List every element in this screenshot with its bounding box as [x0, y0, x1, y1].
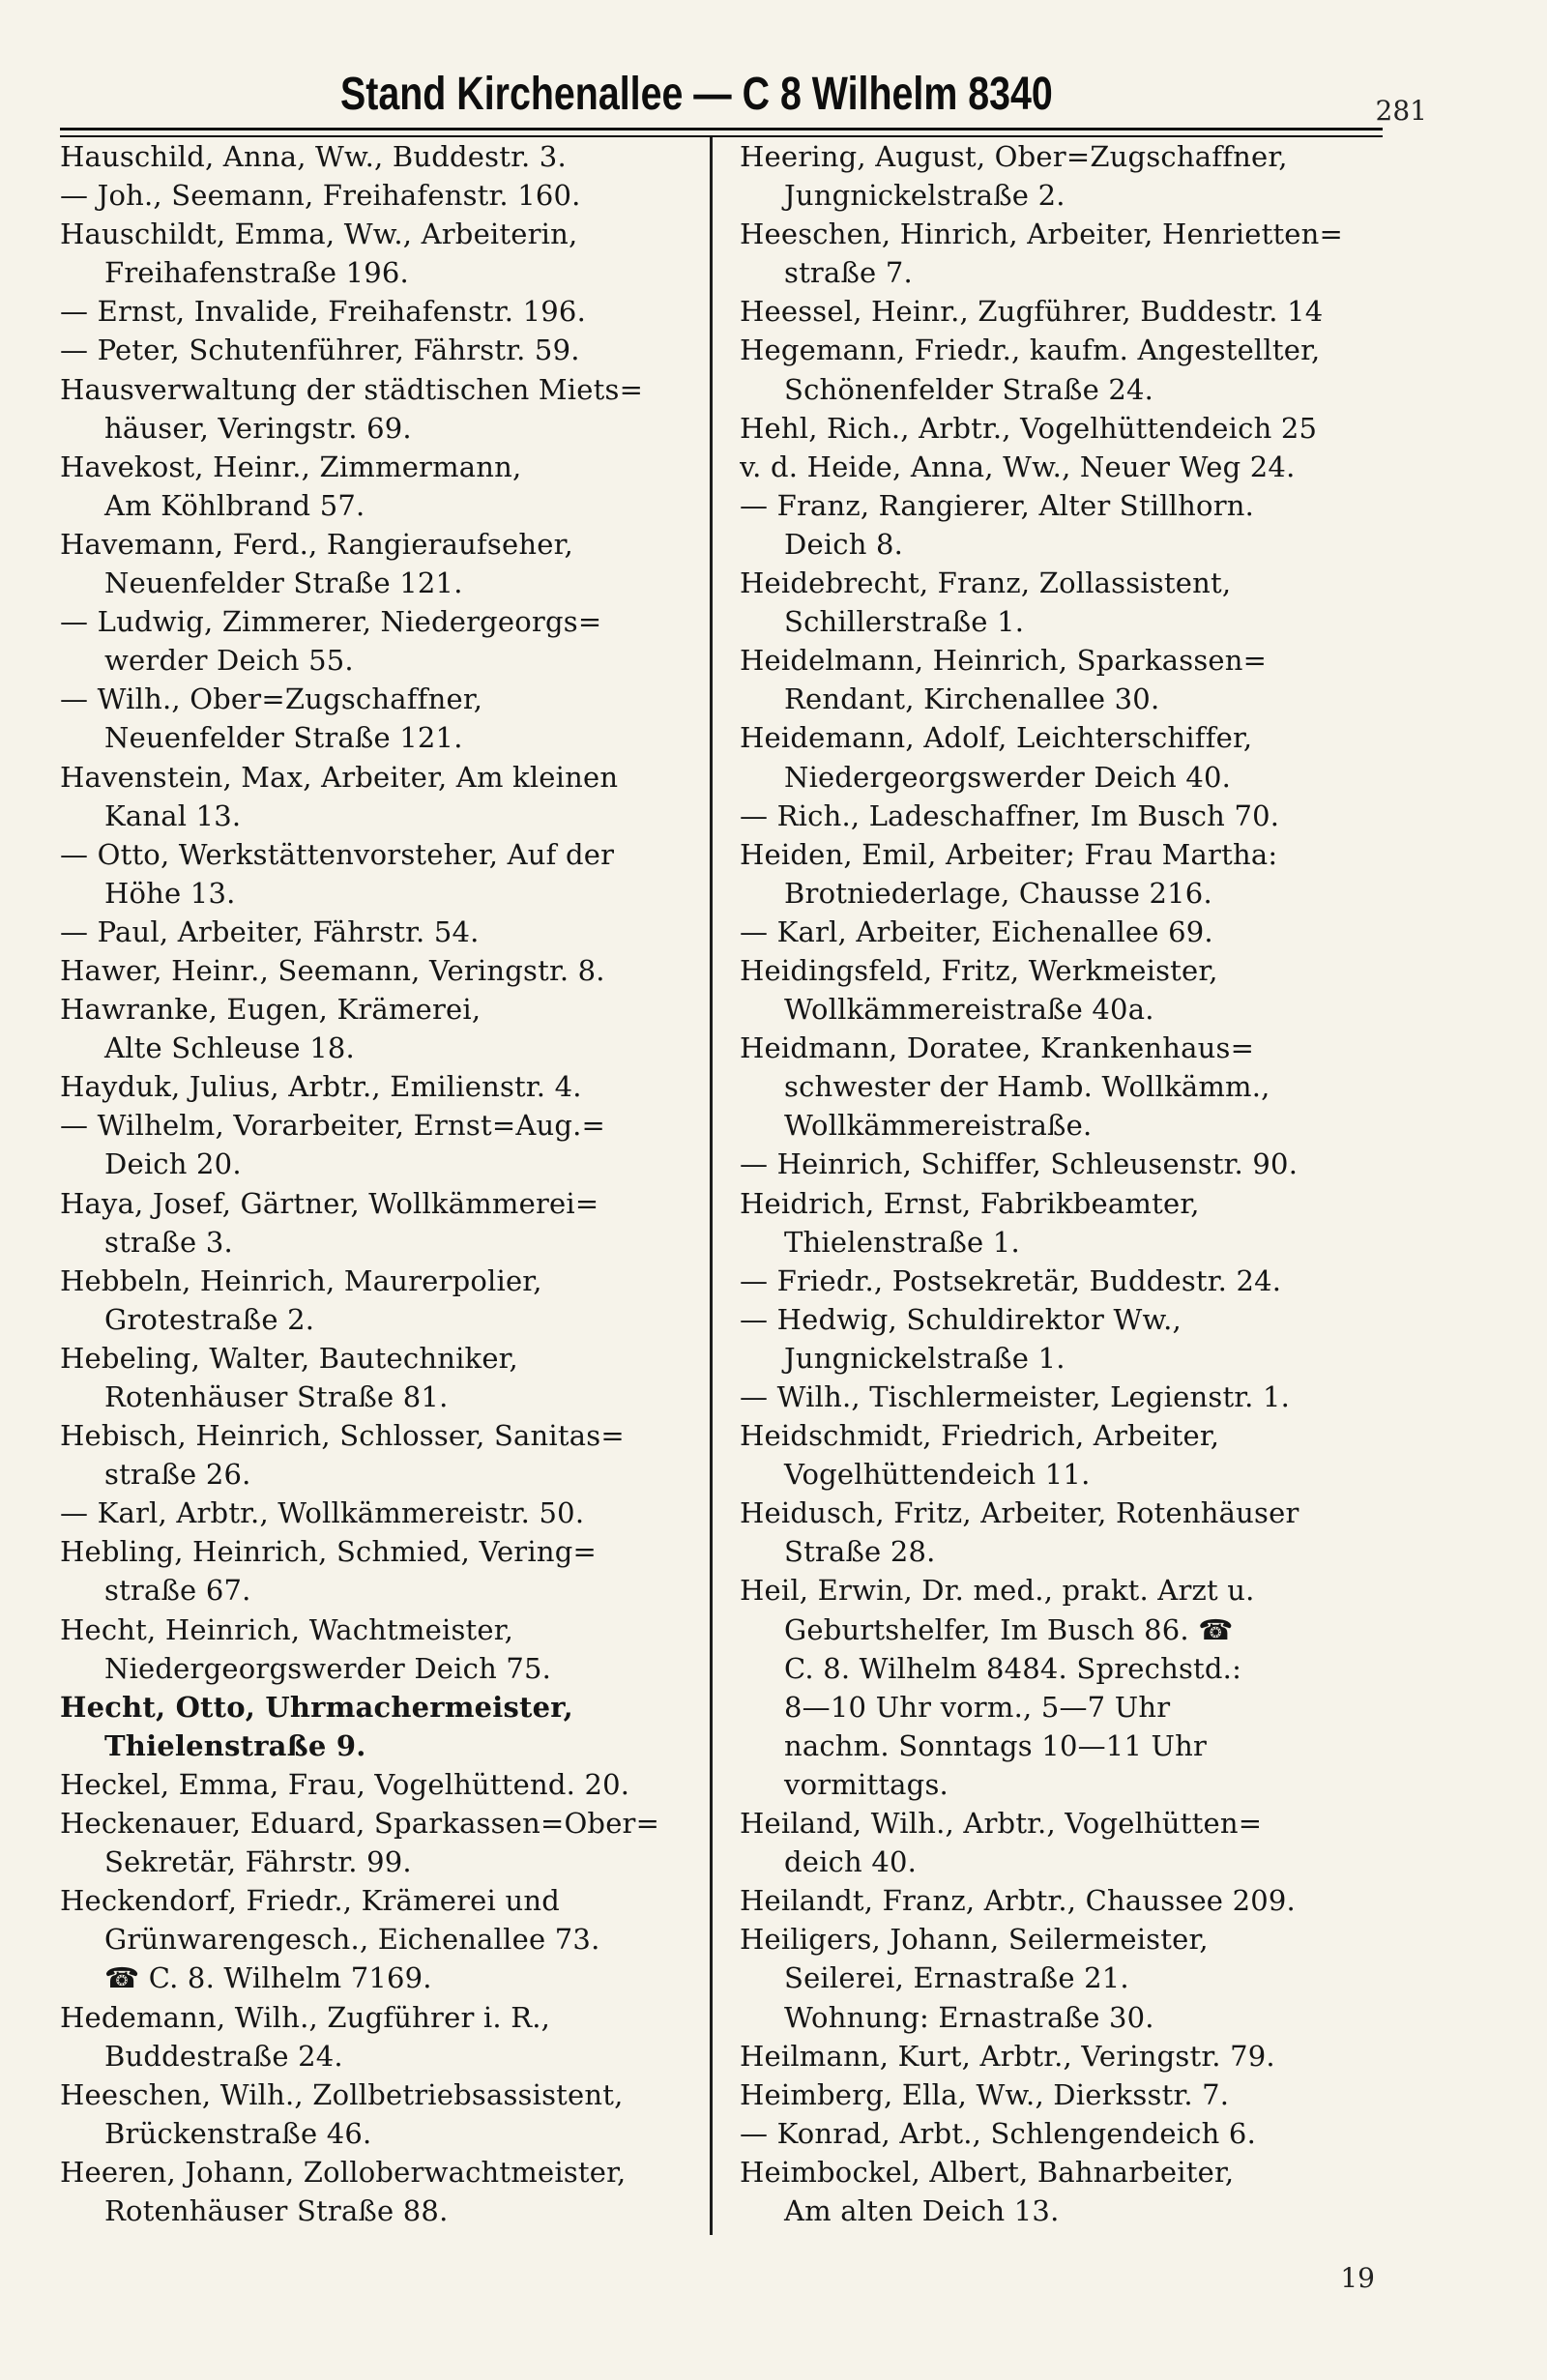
entry-continuation-line: Jungnickelstraße 1. — [784, 1341, 1065, 1375]
entry-continuation-line: Schillerstraße 1. — [784, 605, 1025, 639]
entry-line: Heckenauer, Eduard, Sparkassen=Ober= — [60, 1807, 660, 1841]
directory-entry — [740, 1145, 1386, 1183]
entry-line: Hecht, Otto, Uhrmachermeister, — [60, 1690, 573, 1724]
directory-entry — [740, 951, 1386, 1029]
entry-continuation-line: Grotestraße 2. — [104, 1302, 315, 1336]
entry-line: — Heinrich, Schiffer, Schleusenstr. 90. — [740, 1147, 1299, 1181]
directory-entry — [740, 292, 1386, 331]
directory-entry — [740, 1804, 1386, 1881]
entry-line: Heilandt, Franz, Arbtr., Chaussee 209. — [740, 1884, 1296, 1918]
entry-line: — Wilhelm, Vorarbeiter, Ernst=Aug.= — [60, 1109, 606, 1143]
entry-line: Hawer, Heinr., Seemann, Veringstr. 8. — [60, 953, 605, 987]
directory-entry — [740, 1571, 1386, 1804]
entry-continuation-line: Rotenhäuser Straße 88. — [104, 2193, 449, 2227]
entry-line: — Karl, Arbtr., Wollkämmereistr. 50. — [60, 1496, 585, 1530]
directory-entry — [740, 409, 1386, 448]
directory-entry — [60, 1339, 706, 1416]
entry-line: Havekost, Heinr., Zimmermann, — [60, 450, 522, 483]
entry-line: — Konrad, Arbt., Schlengendeich 6. — [740, 2116, 1256, 2150]
directory-entry — [740, 641, 1386, 718]
entry-line: Hebbeln, Heinrich, Maurerpolier, — [60, 1263, 542, 1297]
entry-continuation-line: Thielenstraße 9. — [104, 1728, 366, 1762]
entry-line: Heckel, Emma, Frau, Vogelhüttend. 20. — [60, 1767, 630, 1801]
header-rule — [60, 128, 1383, 131]
entry-line: v. d. Heide, Anna, Ww., Neuer Weg 24. — [740, 450, 1296, 483]
directory-entry — [60, 680, 706, 757]
entry-continuation-line: Niedergeorgswerder Deich 40. — [784, 760, 1232, 794]
entry-line: Heil, Erwin, Dr. med., prakt. Arzt u. — [740, 1574, 1255, 1608]
entry-line: Heidusch, Fritz, Arbeiter, Rotenhäuser — [740, 1496, 1299, 1530]
entry-continuation-line: Wollkämmereistraße 40a. — [784, 993, 1154, 1027]
page-header — [60, 68, 1427, 127]
directory-entry — [60, 2075, 706, 2153]
directory-entry — [740, 1184, 1386, 1262]
signature-mark: 19 — [1340, 2262, 1375, 2294]
entry-line: Heidmann, Doratee, Krankenhaus= — [740, 1031, 1255, 1065]
directory-entry — [60, 525, 706, 602]
directory-entry — [60, 137, 706, 176]
entry-line: Heering, August, Ober=Zugschaffner, — [740, 140, 1288, 173]
directory-entry — [60, 1416, 706, 1494]
entry-line: — Wilh., Ober=Zugschaffner, — [60, 682, 483, 716]
entry-line: Heidschmidt, Friedrich, Arbeiter, — [740, 1419, 1220, 1453]
entry-continuation-line: Höhe 13. — [104, 876, 236, 910]
entry-line: Havemann, Ferd., Rangieraufseher, — [60, 527, 573, 561]
directory-entry — [740, 835, 1386, 913]
entry-continuation-line: Wohnung: Ernastraße 30. — [784, 2000, 1154, 2034]
directory-entry — [740, 2114, 1386, 2153]
entry-line: — Friedr., Postsekretär, Buddestr. 24. — [740, 1263, 1282, 1297]
directory-entry — [60, 1804, 706, 1881]
entry-line: Heidebrecht, Franz, Zollassistent, — [740, 566, 1232, 600]
directory-entry — [740, 486, 1386, 564]
entry-line: — Paul, Arbeiter, Fährstr. 54. — [60, 914, 480, 948]
directory-entry — [60, 1184, 706, 1262]
entry-line: — Otto, Werkstättenvorsteher, Auf der — [60, 837, 615, 871]
directory-entry — [740, 2075, 1386, 2114]
directory-entry — [60, 176, 706, 215]
directory-entry — [740, 1300, 1386, 1378]
entry-line: Heeschen, Hinrich, Arbeiter, Henrietten= — [740, 218, 1344, 251]
directory-entry — [740, 1029, 1386, 1145]
entry-continuation-line: Niedergeorgswerder Deich 75. — [104, 1651, 552, 1685]
entry-line: Heessel, Heinr., Zugführer, Buddestr. 14 — [740, 295, 1324, 329]
directory-entry — [60, 1106, 706, 1183]
left-column — [60, 137, 706, 2235]
directory-entry — [60, 1998, 706, 2075]
entry-line: Hayduk, Julius, Arbtr., Emilienstr. 4. — [60, 1070, 582, 1104]
directory-entry — [740, 331, 1386, 408]
entry-line: Heilmann, Kurt, Arbtr., Veringstr. 79. — [740, 2039, 1275, 2073]
entry-line: Havenstein, Max, Arbeiter, Am kleinen — [60, 760, 619, 794]
entry-continuation-line: straße 67. — [104, 1574, 251, 1608]
directory-entry — [60, 1688, 706, 1765]
directory-entry — [740, 913, 1386, 951]
directory-entry — [60, 1532, 706, 1610]
entry-continuation-line: Brotniederlage, Chausse 216. — [784, 876, 1212, 910]
directory-entry — [740, 137, 1386, 215]
entry-line: Hecht, Heinrich, Wachtmeister, — [60, 1612, 514, 1646]
entry-continuation-line: Rendant, Kirchenallee 30. — [784, 682, 1160, 716]
entry-continuation-line: straße 7. — [784, 256, 913, 290]
directory-entry — [60, 913, 706, 951]
entry-line: — Joh., Seemann, Freihafenstr. 160. — [60, 179, 581, 213]
entry-line: Hausverwaltung der städtischen Miets= — [60, 372, 644, 406]
directory-entry — [60, 835, 706, 913]
entry-continuation-line: Am alten Deich 13. — [784, 2193, 1060, 2227]
entry-continuation-line: C. 8. Wilhelm 8484. Sprechstd.: — [784, 1651, 1242, 1685]
directory-entry — [60, 292, 706, 331]
directory-entry — [60, 990, 706, 1067]
entry-continuation-line: Deich 8. — [784, 527, 904, 561]
entry-continuation-line: Schönenfelder Straße 24. — [784, 372, 1154, 406]
entry-line: — Peter, Schutenführer, Fährstr. 59. — [60, 334, 580, 367]
directory-entry — [60, 2153, 706, 2230]
entry-continuation-line: Kanal 13. — [104, 798, 242, 832]
directory-entry — [60, 1765, 706, 1804]
entry-continuation-line: Am Köhlbrand 57. — [104, 488, 365, 522]
directory-entry — [60, 1494, 706, 1532]
entry-continuation-line: werder Deich 55. — [104, 644, 354, 678]
entry-continuation-line: 8—10 Uhr vorm., 5—7 Uhr — [784, 1690, 1171, 1724]
directory-entry — [740, 215, 1386, 292]
entry-line: Heidemann, Adolf, Leichterschiffer, — [740, 721, 1253, 755]
running-head: Stand Kirchenallee — C 8 Wilhelm 8340 — [340, 69, 1053, 120]
entry-continuation-line: Jungnickelstraße 2. — [784, 179, 1065, 213]
directory-entry — [60, 602, 706, 680]
entry-continuation-line: schwester der Hamb. Wollkämm., — [784, 1070, 1270, 1104]
entry-continuation-line: straße 3. — [104, 1225, 233, 1259]
entry-line: Hebeling, Walter, Bautechniker, — [60, 1341, 518, 1375]
entry-continuation-line: Rotenhäuser Straße 81. — [104, 1380, 449, 1413]
directory-entry — [740, 1920, 1386, 2036]
directory-entry — [60, 1881, 706, 1997]
entry-line: — Wilh., Tischlermeister, Legienstr. 1. — [740, 1380, 1291, 1413]
directory-entry — [60, 1611, 706, 1688]
entry-continuation-line: Neuenfelder Straße 121. — [104, 566, 463, 600]
entry-continuation-line: ☎ C. 8. Wilhelm 7169. — [104, 1961, 432, 1995]
entry-line: Heidrich, Ernst, Fabrikbeamter, — [740, 1186, 1200, 1220]
entry-line: — Franz, Rangierer, Alter Stillhorn. — [740, 488, 1255, 522]
entry-line: — Ernst, Invalide, Freihafenstr. 196. — [60, 295, 586, 329]
page-number: 281 — [1375, 95, 1427, 127]
right-column — [740, 137, 1386, 2235]
entry-line: Hehl, Rich., Arbtr., Vogelhüttendeich 25 — [740, 411, 1318, 445]
directory-entry — [740, 1494, 1386, 1571]
entry-line: Heimberg, Ella, Ww., Dierksstr. 7. — [740, 2077, 1230, 2111]
directory-entry — [740, 1378, 1386, 1416]
entry-line: Heidelmann, Heinrich, Sparkassen= — [740, 644, 1268, 678]
entry-continuation-line: Buddestraße 24. — [104, 2039, 343, 2073]
entry-line: Hauschild, Anna, Ww., Buddestr. 3. — [60, 140, 567, 173]
entry-line: Heeschen, Wilh., Zollbetriebsassistent, — [60, 2077, 624, 2111]
entry-line: Hebisch, Heinrich, Schlosser, Sanitas= — [60, 1419, 625, 1453]
directory-entry — [740, 718, 1386, 796]
entry-continuation-line: Alte Schleuse 18. — [104, 1031, 355, 1065]
entry-continuation-line: Vogelhüttendeich 11. — [784, 1458, 1091, 1492]
entry-continuation-line: Straße 28. — [784, 1535, 936, 1569]
column-divider — [710, 137, 713, 2235]
directory-entry — [740, 1416, 1386, 1494]
entry-continuation-line: Neuenfelder Straße 121. — [104, 721, 463, 755]
entry-line: — Rich., Ladeschaffner, Im Busch 70. — [740, 798, 1280, 832]
directory-entry — [740, 797, 1386, 835]
directory-entry — [60, 448, 706, 525]
entry-continuation-line: straße 26. — [104, 1458, 251, 1492]
entry-continuation-line: häuser, Veringstr. 69. — [104, 411, 412, 445]
entry-continuation-line: Sekretär, Fährstr. 99. — [104, 1845, 412, 1879]
entry-continuation-line: nachm. Sonntags 10—11 Uhr — [784, 1728, 1208, 1762]
entry-continuation-line: Seilerei, Ernastraße 21. — [784, 1961, 1129, 1995]
directory-entry — [740, 564, 1386, 641]
entry-line: Heiden, Emil, Arbeiter; Frau Martha: — [740, 837, 1278, 871]
entry-continuation-line: Thielenstraße 1. — [784, 1225, 1020, 1259]
entry-continuation-line: Freihafenstraße 196. — [104, 256, 409, 290]
entry-line: Heimbockel, Albert, Bahnarbeiter, — [740, 2155, 1235, 2189]
directory-entry — [740, 2037, 1386, 2075]
entry-continuation-line: Geburtshelfer, Im Busch 86. ☎ — [784, 1612, 1234, 1646]
entry-continuation-line: Brückenstraße 46. — [104, 2116, 372, 2150]
entry-continuation-line: Wollkämmereistraße. — [784, 1109, 1093, 1143]
directory-entry — [60, 215, 706, 292]
directory-entry — [60, 951, 706, 990]
directory-entry — [60, 758, 706, 835]
directory-entry — [740, 1881, 1386, 1920]
entry-continuation-line: vormittags. — [784, 1767, 949, 1801]
entry-continuation-line: Grünwarengesch., Eichenallee 73. — [104, 1923, 600, 1957]
directory-entry — [60, 331, 706, 369]
directory-entry — [60, 370, 706, 448]
directory-entry — [60, 1067, 706, 1106]
entry-line: — Karl, Arbeiter, Eichenallee 69. — [740, 914, 1213, 948]
entry-continuation-line: deich 40. — [784, 1845, 918, 1879]
entry-line: Heiligers, Johann, Seilermeister, — [740, 1923, 1209, 1957]
entry-line: Hegemann, Friedr., kaufm. Angestellter, — [740, 334, 1321, 367]
entry-line: Heidingsfeld, Fritz, Werkmeister, — [740, 953, 1218, 987]
entry-line: Hebling, Heinrich, Schmied, Vering= — [60, 1535, 597, 1569]
directory-entry — [60, 1262, 706, 1339]
entry-line: Heiland, Wilh., Arbtr., Vogelhütten= — [740, 1807, 1263, 1841]
directory-entry — [740, 448, 1386, 486]
entry-line: — Hedwig, Schuldirektor Ww., — [740, 1302, 1182, 1336]
entry-line: Hauschildt, Emma, Ww., Arbeiterin, — [60, 218, 578, 251]
entry-line: Hawranke, Eugen, Krämerei, — [60, 993, 482, 1027]
entry-continuation-line: Deich 20. — [104, 1147, 242, 1181]
directory-entry — [740, 2153, 1386, 2230]
entry-line: Heeren, Johann, Zolloberwachtmeister, — [60, 2155, 627, 2189]
entry-line: Haya, Josef, Gärtner, Wollkämmerei= — [60, 1186, 599, 1220]
entry-line: — Ludwig, Zimmerer, Niedergeorgs= — [60, 605, 602, 639]
entry-line: Heckendorf, Friedr., Krämerei und — [60, 1884, 560, 1918]
entry-line: Hedemann, Wilh., Zugführer i. R., — [60, 2000, 551, 2034]
directory-entry — [740, 1262, 1386, 1300]
